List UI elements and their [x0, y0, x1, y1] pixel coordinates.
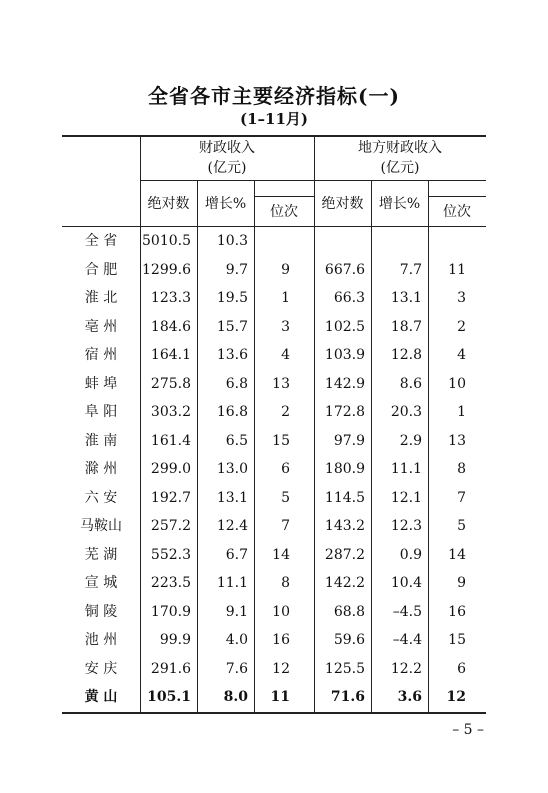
cell-fiscal-abs: 1299.6	[142, 261, 191, 278]
group-header-fiscal: 财政收入 (亿元)	[199, 140, 255, 176]
cell-local-growth: 13.1	[390, 290, 422, 306]
cell-city: 滁 州	[84, 461, 118, 477]
cell-fiscal-rank: 11	[270, 689, 290, 705]
cell-fiscal-growth: 8.0	[223, 689, 248, 705]
cell-fiscal-growth: 6.8	[225, 375, 248, 392]
cell-city: 全 省	[84, 233, 118, 249]
cell-local-rank: 13	[448, 432, 466, 449]
cell-local-rank: 3	[457, 290, 466, 306]
col-header-l-growth: 增长%	[378, 196, 421, 212]
cell-local-abs	[314, 227, 365, 255]
cell-local-growth: 12.3	[390, 518, 422, 534]
cell-local-growth: 10.4	[390, 575, 422, 591]
cell-local-growth: –4.4	[392, 632, 422, 648]
cell-local-abs: 667.6	[324, 261, 365, 278]
cell-city: 淮 北	[84, 290, 118, 306]
cell-local-growth: 3.6	[397, 689, 422, 705]
cell-local-abs: 102.5	[324, 318, 365, 335]
cell-local-rank: 7	[457, 489, 466, 506]
cell-local-abs: 142.9	[324, 375, 365, 392]
table-top-rule	[62, 135, 486, 137]
cell-fiscal-growth: 11.1	[216, 575, 248, 591]
cell-local-growth: 7.7	[399, 261, 422, 278]
cell-local-abs: 97.9	[333, 432, 365, 449]
cell-fiscal-growth: 10.3	[216, 233, 248, 249]
cell-local-growth: 11.1	[390, 461, 422, 477]
page-title: 全省各市主要经济指标(一)	[148, 84, 400, 108]
cell-fiscal-growth: 7.6	[225, 660, 248, 677]
cell-fiscal-rank: 10	[272, 603, 290, 620]
cell-fiscal-rank: 4	[281, 347, 290, 363]
cell-local-growth: 2.9	[399, 432, 422, 449]
cell-local-rank: 1	[457, 404, 466, 420]
cell-fiscal-growth: 19.5	[216, 290, 248, 306]
page-number: – 5 –	[452, 722, 484, 738]
cell-local-abs: 287.2	[324, 546, 365, 563]
cell-local-abs: 114.5	[324, 489, 365, 506]
cell-local-abs: 66.3	[333, 290, 365, 306]
cell-city: 芜 湖	[84, 546, 118, 563]
cell-local-abs: 172.8	[324, 404, 365, 420]
cell-city: 马鞍山	[80, 518, 122, 534]
cell-fiscal-rank	[254, 227, 290, 255]
group-header-local: 地方财政收入 (亿元)	[358, 140, 442, 176]
cell-local-rank: 2	[457, 318, 466, 335]
cell-fiscal-rank: 14	[272, 546, 290, 563]
col-header-l-rank: 位次	[443, 204, 471, 220]
cell-fiscal-abs: 123.3	[150, 290, 191, 306]
cell-fiscal-growth: 13.0	[216, 461, 248, 477]
cell-fiscal-abs: 291.6	[150, 660, 191, 677]
cell-local-abs: 142.2	[324, 575, 365, 591]
cell-local-abs: 71.6	[330, 689, 365, 705]
cell-city: 黄 山	[84, 689, 118, 705]
cell-local-abs: 59.6	[333, 632, 365, 648]
cell-fiscal-abs: 99.9	[159, 632, 191, 648]
cell-local-rank: 16	[448, 603, 466, 620]
cell-local-growth: –4.5	[392, 603, 422, 620]
cell-local-growth: 0.9	[399, 546, 422, 563]
cell-local-rank: 15	[448, 632, 466, 648]
cell-city: 宿 州	[84, 347, 118, 363]
cell-fiscal-growth: 12.4	[216, 518, 248, 534]
cell-local-growth: 20.3	[390, 404, 422, 420]
cell-city: 合 肥	[84, 261, 118, 278]
col-header-f-growth: 增长%	[204, 196, 247, 212]
cell-local-abs: 180.9	[324, 461, 365, 477]
cell-local-growth: 12.1	[390, 489, 422, 506]
cell-fiscal-rank: 5	[281, 489, 290, 506]
cell-fiscal-rank: 3	[281, 318, 290, 335]
cell-local-rank: 8	[457, 461, 466, 477]
cell-local-growth: 12.8	[390, 347, 422, 363]
cell-fiscal-growth: 6.5	[225, 432, 248, 449]
cell-local-rank	[428, 227, 466, 255]
page-subtitle: (1–11月)	[239, 110, 308, 128]
cell-local-rank: 12	[446, 689, 466, 705]
cell-fiscal-rank: 1	[281, 290, 290, 306]
cell-fiscal-abs: 161.4	[150, 432, 191, 449]
cell-local-rank: 14	[448, 546, 466, 563]
cell-local-growth: 12.2	[390, 660, 422, 677]
col-header-l-abs: 绝对数	[321, 196, 364, 212]
cell-fiscal-rank: 16	[272, 632, 290, 648]
cell-fiscal-rank: 7	[281, 518, 290, 534]
cell-local-abs: 143.2	[324, 518, 365, 534]
cell-local-abs: 68.8	[333, 603, 365, 620]
cell-fiscal-rank: 9	[281, 261, 290, 278]
cell-city: 阜 阳	[84, 404, 118, 420]
cell-fiscal-growth: 9.1	[225, 603, 248, 620]
cell-fiscal-abs: 192.7	[150, 489, 191, 506]
cell-local-rank: 4	[457, 347, 466, 363]
cell-fiscal-abs: 303.2	[150, 404, 191, 420]
cell-fiscal-rank: 2	[281, 404, 290, 420]
cell-fiscal-rank: 6	[281, 461, 290, 477]
cell-local-rank: 9	[457, 575, 466, 591]
cell-local-growth	[371, 227, 422, 255]
cell-fiscal-abs: 223.5	[150, 575, 191, 591]
cell-fiscal-abs: 552.3	[150, 546, 191, 563]
cell-local-abs: 125.5	[324, 660, 365, 677]
cell-local-abs: 103.9	[324, 347, 365, 363]
cell-city: 淮 南	[84, 432, 118, 449]
cell-fiscal-abs: 184.6	[150, 318, 191, 335]
col-header-f-abs: 绝对数	[147, 196, 190, 212]
cell-fiscal-abs: 170.9	[150, 603, 191, 620]
cell-fiscal-growth: 13.1	[216, 489, 248, 506]
group-header-rule	[140, 180, 486, 181]
cell-local-rank: 6	[457, 660, 466, 677]
cell-city: 池 州	[84, 632, 118, 648]
cell-city: 安 庆	[84, 660, 118, 677]
cell-fiscal-abs: 257.2	[150, 518, 191, 534]
cell-fiscal-growth: 4.0	[225, 632, 248, 648]
cell-fiscal-rank: 8	[281, 575, 290, 591]
sub-header-rule-local	[428, 196, 486, 197]
cell-fiscal-growth: 9.7	[225, 261, 248, 278]
cell-local-growth: 18.7	[390, 318, 422, 335]
col-header-f-rank: 位次	[270, 204, 298, 220]
cell-fiscal-abs: 164.1	[150, 347, 191, 363]
cell-fiscal-growth: 6.7	[225, 546, 248, 563]
cell-fiscal-abs: 275.8	[150, 375, 191, 392]
cell-local-rank: 11	[448, 261, 466, 278]
cell-city: 宣 城	[84, 575, 118, 591]
cell-city: 亳 州	[84, 318, 118, 335]
cell-city: 铜 陵	[84, 603, 118, 620]
cell-city: 六 安	[84, 489, 118, 506]
cell-fiscal-rank: 12	[272, 660, 290, 677]
cell-local-growth: 8.6	[399, 375, 422, 392]
cell-fiscal-abs: 5010.5	[142, 233, 191, 249]
cell-city: 蚌 埠	[84, 375, 118, 392]
cell-fiscal-growth: 15.7	[216, 318, 248, 335]
cell-fiscal-abs: 105.1	[147, 689, 191, 705]
cell-local-rank: 10	[448, 375, 466, 392]
table-bottom-rule	[62, 712, 486, 714]
cell-local-rank: 5	[457, 518, 466, 534]
cell-fiscal-rank: 13	[272, 375, 290, 392]
cell-fiscal-abs: 299.0	[150, 461, 191, 477]
sub-header-rule-fiscal	[254, 196, 314, 197]
cell-fiscal-rank: 15	[272, 432, 290, 449]
cell-fiscal-growth: 13.6	[216, 347, 248, 363]
cell-fiscal-growth: 16.8	[216, 404, 248, 420]
